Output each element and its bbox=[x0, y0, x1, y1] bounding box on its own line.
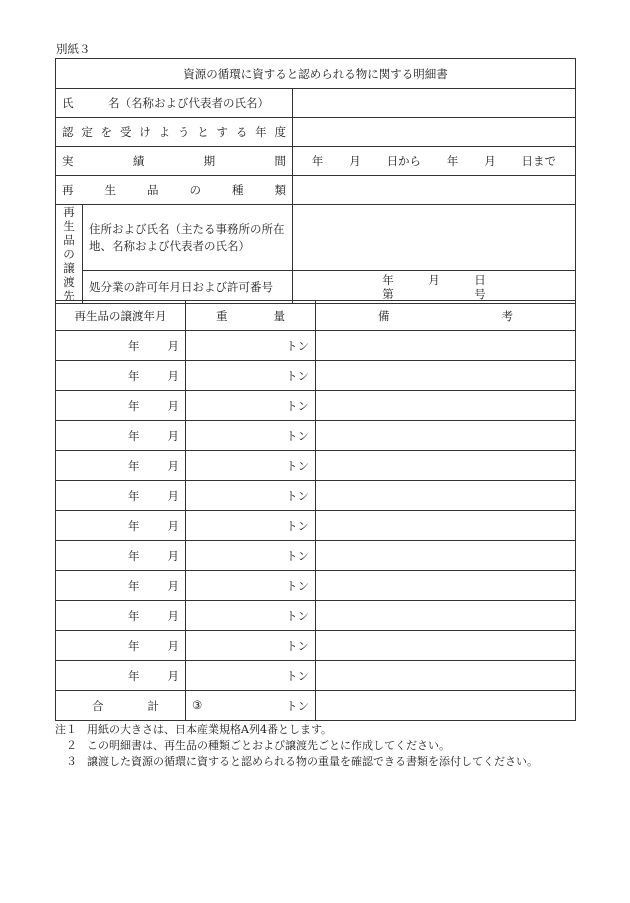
ton-unit: トン bbox=[286, 398, 309, 413]
weight-field[interactable] bbox=[186, 571, 316, 601]
log-row bbox=[56, 541, 576, 571]
address-field[interactable] bbox=[293, 205, 576, 271]
log-row bbox=[56, 571, 576, 601]
weight-field[interactable] bbox=[186, 541, 316, 571]
year-unit: 年 bbox=[128, 428, 140, 443]
log-row bbox=[56, 331, 576, 361]
year-unit: 年 bbox=[128, 578, 140, 593]
weight-field[interactable] bbox=[186, 421, 316, 451]
weight-field[interactable] bbox=[186, 661, 316, 691]
ton-unit: トン bbox=[286, 608, 309, 623]
ton-unit: トン bbox=[286, 578, 309, 593]
note-field[interactable] bbox=[316, 451, 576, 481]
note-field[interactable] bbox=[316, 391, 576, 421]
transfer-date-field[interactable] bbox=[56, 391, 186, 421]
total-note-field[interactable] bbox=[316, 691, 576, 721]
month-unit: 月 bbox=[167, 518, 179, 533]
year-field[interactable] bbox=[293, 118, 576, 147]
weight-field[interactable] bbox=[186, 361, 316, 391]
weight-field[interactable] bbox=[186, 631, 316, 661]
transfer-date-field[interactable] bbox=[56, 451, 186, 481]
footnotes bbox=[55, 722, 538, 770]
log-row bbox=[56, 481, 576, 511]
weight-field[interactable] bbox=[186, 331, 316, 361]
ton-unit: トン bbox=[286, 638, 309, 653]
ton-unit: トン bbox=[286, 368, 309, 383]
recipient-side-label: 再 生 品 の 譲 渡 先 bbox=[56, 205, 83, 304]
year-unit: 年 bbox=[128, 668, 140, 683]
period-year-1: 年 bbox=[311, 154, 324, 168]
transfer-date-field[interactable] bbox=[56, 571, 186, 601]
note-field[interactable] bbox=[316, 661, 576, 691]
period-label: 実績期間 bbox=[56, 147, 293, 176]
ton-unit: トン bbox=[286, 668, 309, 683]
year-unit: 年 bbox=[128, 608, 140, 623]
address-label: 住所および氏名（主たる事務所の所在地、名称および代表者の氏名） bbox=[83, 205, 293, 271]
weight-field[interactable] bbox=[186, 601, 316, 631]
year-unit: 年 bbox=[128, 398, 140, 413]
total-unit: トン bbox=[286, 698, 309, 713]
kind-field[interactable] bbox=[293, 176, 576, 205]
note-field[interactable] bbox=[316, 571, 576, 601]
year-unit: 年 bbox=[128, 488, 140, 503]
col-header-note: 備 考 bbox=[316, 301, 576, 331]
month-unit: 月 bbox=[167, 338, 179, 353]
month-unit: 月 bbox=[167, 428, 179, 443]
note-field[interactable] bbox=[316, 481, 576, 511]
log-row bbox=[56, 601, 576, 631]
kind-label: 再生品の種類 bbox=[56, 176, 293, 205]
transfer-date-field[interactable] bbox=[56, 661, 186, 691]
log-row bbox=[56, 421, 576, 451]
month-unit: 月 bbox=[167, 368, 179, 383]
year-unit: 年 bbox=[128, 458, 140, 473]
name-label: 氏 名（名称および代表者の氏名） bbox=[56, 89, 293, 118]
permit-number: 第 号 bbox=[382, 287, 486, 301]
ton-unit: トン bbox=[286, 428, 309, 443]
month-unit: 月 bbox=[167, 548, 179, 563]
transfer-date-field[interactable] bbox=[56, 331, 186, 361]
form-title: 資源の循環に資すると認められる物に関する明細書 bbox=[56, 59, 576, 89]
transfer-date-field[interactable] bbox=[56, 421, 186, 451]
permit-label: 処分業の許可年月日および許可番号 bbox=[83, 271, 293, 304]
transfer-date-field[interactable] bbox=[56, 511, 186, 541]
transfer-date-field[interactable] bbox=[56, 361, 186, 391]
total-weight-field[interactable] bbox=[186, 691, 316, 721]
year-label: 認定を受けようとする年度 bbox=[56, 118, 293, 147]
year-unit: 年 bbox=[128, 638, 140, 653]
year-unit: 年 bbox=[128, 338, 140, 353]
ton-unit: トン bbox=[286, 338, 309, 353]
period-month-2: 月 bbox=[484, 154, 496, 168]
transfer-date-field[interactable] bbox=[56, 541, 186, 571]
month-unit: 月 bbox=[167, 638, 179, 653]
period-field[interactable] bbox=[293, 147, 576, 176]
year-unit: 年 bbox=[128, 548, 140, 563]
note-3: ３ 譲渡した資源の循環に資すると認められる物の重量を確認できる書類を添付してください。 bbox=[66, 755, 538, 768]
note-field[interactable] bbox=[316, 631, 576, 661]
transfer-log-table bbox=[55, 300, 576, 721]
log-row bbox=[56, 631, 576, 661]
period-year-2: 年 bbox=[446, 154, 459, 168]
ton-unit: トン bbox=[286, 548, 309, 563]
col-header-date: 再生品の譲渡年月 bbox=[56, 301, 186, 331]
weight-field[interactable] bbox=[186, 481, 316, 511]
period-month-1: 月 bbox=[349, 154, 361, 168]
permit-date: 年 月 日 bbox=[382, 273, 486, 287]
note-field[interactable] bbox=[316, 421, 576, 451]
col-header-weight: 重 量 bbox=[186, 301, 316, 331]
note-2: ２ この明細書は、再生品の種類ごとおよび譲渡先ごとに作成してください。 bbox=[66, 739, 450, 752]
weight-field[interactable] bbox=[186, 391, 316, 421]
transfer-date-field[interactable] bbox=[56, 631, 186, 661]
weight-field[interactable] bbox=[186, 511, 316, 541]
period-day-to: 日まで bbox=[521, 154, 557, 168]
note-1: 注１ 用紙の大きさは、日本産業規格A列4番とします。 bbox=[55, 723, 333, 736]
ton-unit: トン bbox=[286, 488, 309, 503]
month-unit: 月 bbox=[167, 488, 179, 503]
total-mark: ③ bbox=[192, 697, 203, 712]
permit-field[interactable] bbox=[293, 271, 576, 304]
log-row bbox=[56, 661, 576, 691]
info-table bbox=[55, 58, 576, 304]
note-field[interactable] bbox=[316, 331, 576, 361]
transfer-date-field[interactable] bbox=[56, 601, 186, 631]
month-unit: 月 bbox=[167, 608, 179, 623]
year-unit: 年 bbox=[128, 518, 140, 533]
log-row bbox=[56, 361, 576, 391]
period-day-from: 日から bbox=[386, 154, 422, 168]
weight-field[interactable] bbox=[186, 451, 316, 481]
transfer-date-field[interactable] bbox=[56, 481, 186, 511]
name-field[interactable] bbox=[293, 89, 576, 118]
month-unit: 月 bbox=[167, 398, 179, 413]
log-row bbox=[56, 391, 576, 421]
log-row bbox=[56, 511, 576, 541]
note-field[interactable] bbox=[316, 601, 576, 631]
month-unit: 月 bbox=[167, 578, 179, 593]
note-field[interactable] bbox=[316, 361, 576, 391]
ton-unit: トン bbox=[286, 518, 309, 533]
log-row bbox=[56, 451, 576, 481]
month-unit: 月 bbox=[167, 458, 179, 473]
total-label: 合 計 bbox=[56, 691, 186, 721]
year-unit: 年 bbox=[128, 368, 140, 383]
document-label: 別紙３ bbox=[56, 42, 91, 56]
ton-unit: トン bbox=[286, 458, 309, 473]
note-field[interactable] bbox=[316, 541, 576, 571]
month-unit: 月 bbox=[167, 668, 179, 683]
note-field[interactable] bbox=[316, 511, 576, 541]
